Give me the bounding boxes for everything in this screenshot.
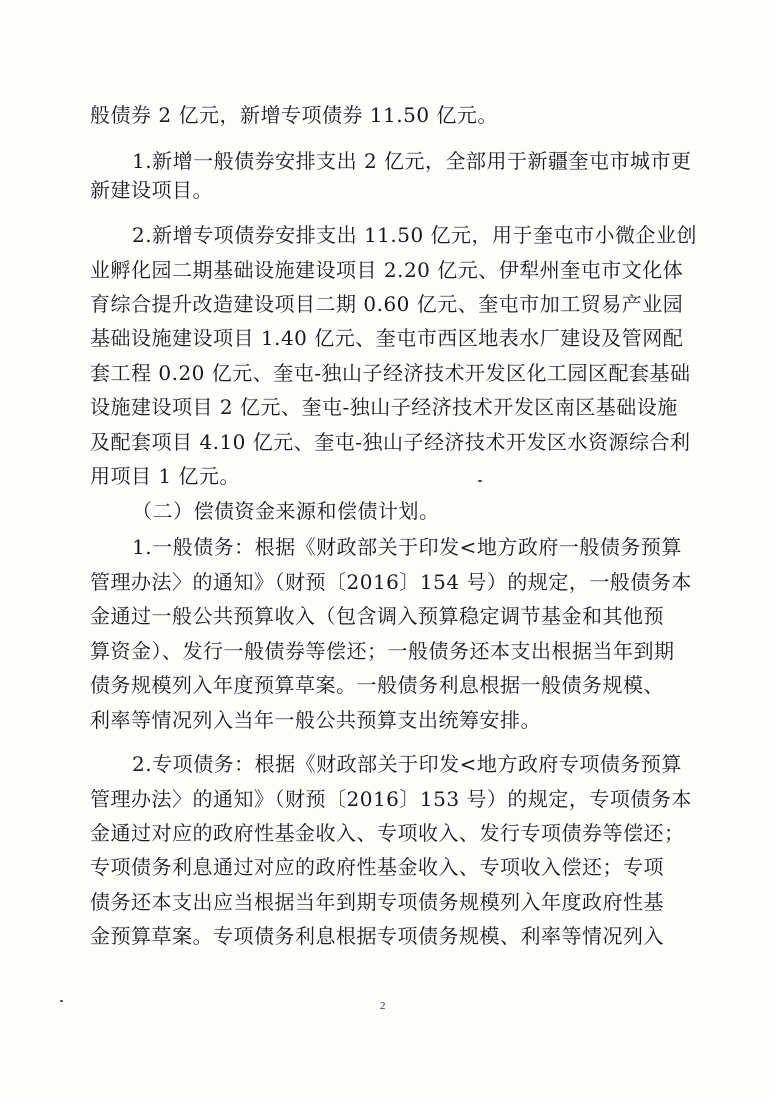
text-line-4: 2.新增专项债券安排支出 11.50 亿元，用于奎屯市小微企业创: [132, 223, 698, 247]
text-line-11: 用项目 1 亿元。: [90, 464, 240, 488]
text-line-17: 债务规模列入年度预算草案。一般债务利息根据一般债务规模、: [90, 673, 664, 697]
scan-speck: [478, 480, 482, 482]
text-line-13: 1.一般债务：根据《财政部关于印发<地方政府一般债务预算: [132, 535, 682, 559]
text-line-5: 业孵化园二期基础设施建设项目 2.20 亿元、伊犁州奎屯市文化体: [90, 258, 684, 282]
text-line-14: 管理办法〉的通知》（财预〔2016〕154 号）的规定，一般债务本: [90, 570, 692, 594]
text-line-6: 育综合提升改造建设项目二期 0.60 亿元、奎屯市加工贸易产业园: [90, 292, 684, 316]
text-line-2: 1.新增一般债券安排支出 2 亿元，全部用于新疆奎屯市城市更: [132, 149, 692, 173]
text-line-22: 专项债务利息通过对应的政府性基金收入、专项收入偿还；专项: [90, 855, 664, 879]
text-line-1: 般债券 2 亿元，新增专项债券 11.50 亿元。: [90, 103, 498, 127]
page-number: 2: [380, 1000, 386, 1012]
text-line-8: 套工程 0.20 亿元、奎屯-独山子经济技术开发区化工园区配套基础: [90, 361, 691, 385]
text-line-23: 债务还本支出应当根据当年到期专项债务规模列入年度政府性基: [90, 890, 664, 914]
text-line-21: 金通过对应的政府性基金收入、专项收入、发行专项债券等偿还；: [90, 821, 685, 845]
text-line-19: 2.专项债务：根据《财政部关于印发<地方政府专项债务预算: [132, 752, 682, 776]
scan-speck: [60, 1000, 63, 1002]
text-line-16: 算资金）、发行一般债券等偿还；一般债务还本支出根据当年到期: [90, 639, 675, 663]
text-line-15: 金通过一般公共预算收入（包含调入预算稳定调节基金和其他预: [90, 604, 664, 628]
text-line-18: 利率等情况列入当年一般公共预算支出统筹安排。: [90, 708, 541, 732]
text-line-9: 设施建设项目 2 亿元、奎屯-独山子经济技术开发区南区基础设施: [90, 395, 678, 419]
text-line-20: 管理办法〉的通知》（财预〔2016〕153 号）的规定，专项债务本: [90, 787, 692, 811]
section-heading: （二）偿债资金来源和偿债计划。: [132, 499, 440, 523]
text-line-10: 及配套项目 4.10 亿元、奎屯-独山子经济技术开发区水资源综合利: [90, 430, 691, 454]
text-line-24: 金预算草案。专项债务利息根据专项债务规模、利率等情况列入: [90, 924, 664, 948]
text-line-3: 新建设项目。: [90, 178, 213, 202]
text-line-7: 基础设施建设项目 1.40 亿元、奎屯市西区地表水厂建设及管网配: [90, 326, 684, 350]
